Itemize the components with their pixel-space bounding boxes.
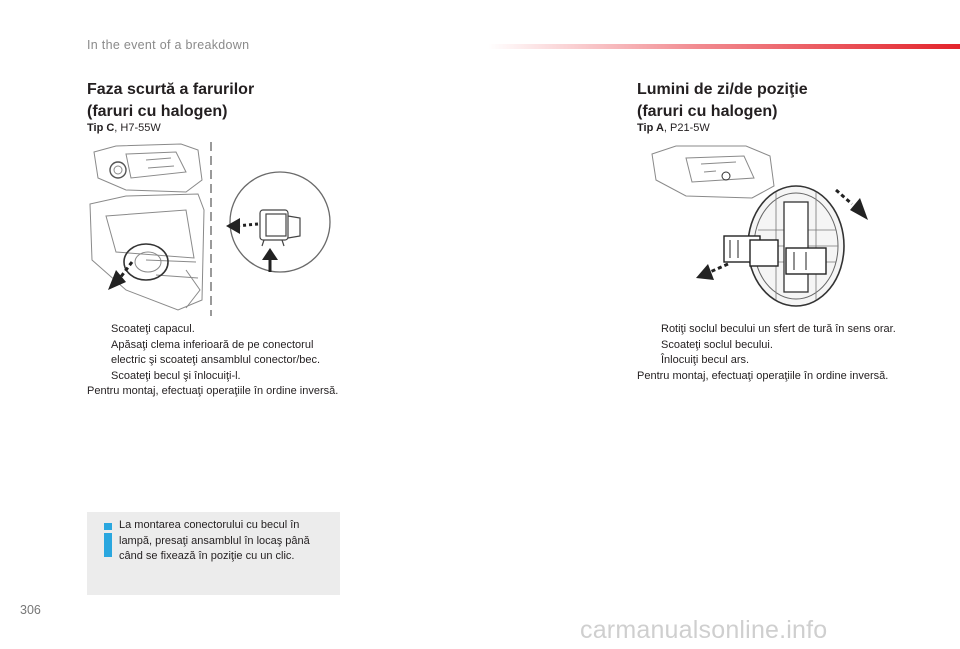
right-step-text: Scoateţi soclul becului.	[661, 338, 773, 351]
page-number: 306	[20, 603, 41, 617]
right-step	[637, 322, 899, 338]
daytime-lamp-bulb-illustration	[646, 140, 876, 310]
info-text: La montarea conectorului cu becul în lampă, presaţi ansamblul în locaş până când se fixează în poziţie cu un clic.	[119, 519, 310, 562]
right-bulb-type	[637, 122, 710, 134]
left-step-text: Apăsaţi clema inferioară de pe conectorul electric şi scoateţi ansamblul conector/bec.	[111, 338, 321, 366]
right-step-text: Rotiţi soclul becului un sfert de tură în sens orar.	[661, 323, 896, 335]
header-accent-bar	[488, 44, 960, 49]
left-note: Pentru montaj, efectuaţi operaţiile în ordine inversă.	[87, 385, 339, 397]
section-title: In the event of a breakdown	[87, 38, 250, 52]
right-heading-line2: (faruri cu halogen)	[637, 103, 778, 120]
left-heading-line1: Faza scurtă a farurilor	[87, 81, 255, 98]
left-step	[87, 322, 349, 338]
left-type-label: Tip C	[87, 122, 115, 134]
left-heading-line2: (faruri cu halogen)	[87, 103, 228, 120]
left-type-value: , H7-55W	[114, 122, 161, 134]
left-step	[87, 338, 349, 369]
right-type-value: , P21-5W	[663, 122, 710, 134]
left-bulb-type	[87, 122, 161, 134]
left-step-text: Scoateţi capacul.	[111, 323, 195, 335]
info-icon	[101, 522, 115, 558]
info-box	[87, 512, 340, 595]
low-beam-bulb-illustration	[86, 140, 336, 318]
right-steps	[637, 322, 899, 384]
left-steps	[87, 322, 349, 400]
right-note: Pentru montaj, efectuaţi operaţiile în ordine inversă.	[637, 369, 889, 382]
right-step	[637, 338, 899, 354]
right-step-text: Înlocuiţi becul ars.	[661, 354, 750, 366]
right-step	[637, 353, 899, 369]
left-heading	[87, 79, 254, 123]
watermark: carmanualsonline.info	[580, 616, 828, 644]
left-step	[87, 369, 349, 385]
right-heading-line1: Lumini de zi/de poziţie	[637, 81, 808, 98]
right-type-label: Tip A	[637, 122, 664, 134]
left-step-text: Scoateţi becul şi înlocuiţi-l.	[111, 369, 241, 382]
right-heading	[637, 79, 808, 123]
